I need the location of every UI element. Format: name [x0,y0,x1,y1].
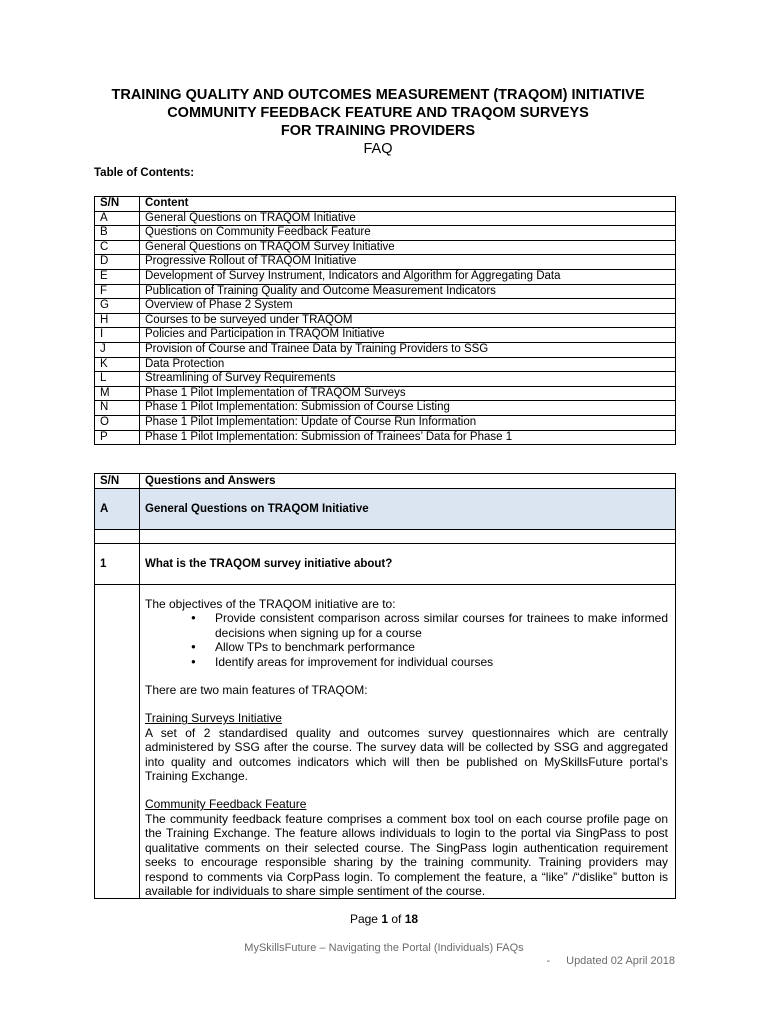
toc-row-sn: K [95,357,140,372]
toc-row-content: Development of Survey Instrument, Indicators and Algorithm for Aggregating Data [140,269,676,284]
updated-date: Updated 02 April 2018 [566,955,675,967]
qa-table [94,473,676,899]
toc-header-sn: S/N [95,197,140,212]
list-item: ● Identify areas for improvement for individual courses [191,655,668,669]
objective-list [145,611,668,669]
toc-row-content: Provision of Course and Trainee Data by Training Providers to SSG [140,342,676,357]
toc-row [95,401,676,416]
toc-row [95,357,676,372]
answer-cell [140,585,676,899]
toc-row [95,226,676,241]
toc-row-content: Phase 1 Pilot Implementation: Update of Course Run Information [140,415,676,430]
qa-blank-row [95,530,676,544]
document-title [60,86,696,158]
list-item: ● Provide consistent comparison across similar courses for trainees to make informed decisions when signing up for a course [191,611,668,640]
qa-question-row [95,544,676,585]
footer-title: MySkillsFuture – Navigating the Portal (Individuals) FAQs [244,942,524,954]
toc-row [95,299,676,314]
page-current: 1 [381,912,388,926]
features-intro: There are two main features of TRAQOM: [145,683,368,698]
toc-row [95,255,676,270]
toc-row [95,372,676,387]
toc-row-sn: M [95,386,140,401]
toc-label: Table of Contents: [94,167,195,179]
section-title: General Questions on TRAQOM Initiative [140,489,676,530]
title-line-1: TRAINING QUALITY AND OUTCOMES MEASUREMENT (TRAQOM) INITIATIVE [111,87,645,103]
toc-row [95,269,676,284]
toc-row-content: Overview of Phase 2 System [140,299,676,314]
toc-row-sn: H [95,313,140,328]
section-letter: A [95,489,140,530]
qa-header-row [95,474,676,489]
toc-row-content: Streamlining of Survey Requirements [140,372,676,387]
qa-header-content: Questions and Answers [140,474,676,489]
question-number: 1 [95,544,140,585]
toc-row-content: Phase 1 Pilot Implementation of TRAQOM Surveys [140,386,676,401]
toc-row [95,313,676,328]
toc-row-sn: O [95,415,140,430]
toc-row-content: Phase 1 Pilot Implementation: Submission of Trainees’ Data for Phase 1 [140,430,676,445]
feature-2-title: Community Feedback Feature [145,797,307,812]
toc-row-content: Policies and Participation in TRAQOM Initiative [140,328,676,343]
toc-row [95,240,676,255]
qa-section-row [95,489,676,530]
toc-row [95,211,676,226]
answer-intro: The objectives of the TRAQOM initiative are to: [145,597,396,611]
toc-header-row [95,197,676,212]
title-faq: FAQ [363,141,393,157]
toc-row-sn: C [95,240,140,255]
toc-row [95,415,676,430]
toc-row-sn: A [95,211,140,226]
toc-row [95,284,676,299]
toc-row-sn: I [95,328,140,343]
toc-row-sn: E [95,269,140,284]
question-text: What is the TRAQOM survey initiative about? [140,544,676,585]
toc-row [95,430,676,445]
title-line-3: FOR TRAINING PROVIDERS [280,123,476,139]
toc-row [95,328,676,343]
toc-row-sn: J [95,342,140,357]
list-item: ● Allow TPs to benchmark performance [191,640,668,654]
page-number: Page 1 of 18 [349,912,419,926]
toc-row-content: Progressive Rollout of TRAQOM Initiative [140,255,676,270]
toc-row-sn: L [95,372,140,387]
qa-answer-row [95,585,676,899]
toc-row-content: Publication of Training Quality and Outcome Measurement Indicators [140,284,676,299]
toc-row-sn: D [95,255,140,270]
toc-row-content: Courses to be surveyed under TRAQOM [140,313,676,328]
toc-row-sn: F [95,284,140,299]
footer-updated [546,955,675,967]
toc-row-content: Phase 1 Pilot Implementation: Submission of Course Listing [140,401,676,416]
feature-1-title: Training Surveys Initiative [145,711,282,726]
feature-1-text: A set of 2 standardised quality and outcomes survey questionnaires which are centrally administered by SSG after the course. The survey data will be collected by SSG and aggregated into quality and outcomes indicators which will then be published on MySkillsFuture portal’s Training Exchange. [145,725,668,784]
toc-row-sn: B [95,226,140,241]
qa-header-sn: S/N [95,474,140,489]
toc-row-sn: N [95,401,140,416]
page-total: 18 [404,912,419,926]
toc-row-sn: G [95,299,140,314]
title-line-2: COMMUNITY FEEDBACK FEATURE AND TRAQOM SURVEYS [167,105,589,121]
toc-header-content: Content [140,197,676,212]
feature-2-text: The community feedback feature comprises a comment box tool on each course profile page on the Training Exchange. The feature allows individuals to login to the portal via SingPass to post qualitative comments on their selected course. The SingPass login authentication requirement seeks to encourage responsible sharing by the training community. Training providers may respond to comments via CorpPass login. To complement the feature, a “like” /“dislike” button is available for individuals to share simple sentiment of the course. [145,811,668,898]
table-of-contents [94,196,676,445]
toc-row-sn: P [95,430,140,445]
toc-row-content: General Questions on TRAQOM Initiative [140,211,676,226]
footer-dash: - [546,955,551,967]
toc-row-content: Data Protection [140,357,676,372]
toc-row [95,342,676,357]
toc-row [95,386,676,401]
toc-row-content: Questions on Community Feedback Feature [140,226,676,241]
toc-row-content: General Questions on TRAQOM Survey Initiative [140,240,676,255]
